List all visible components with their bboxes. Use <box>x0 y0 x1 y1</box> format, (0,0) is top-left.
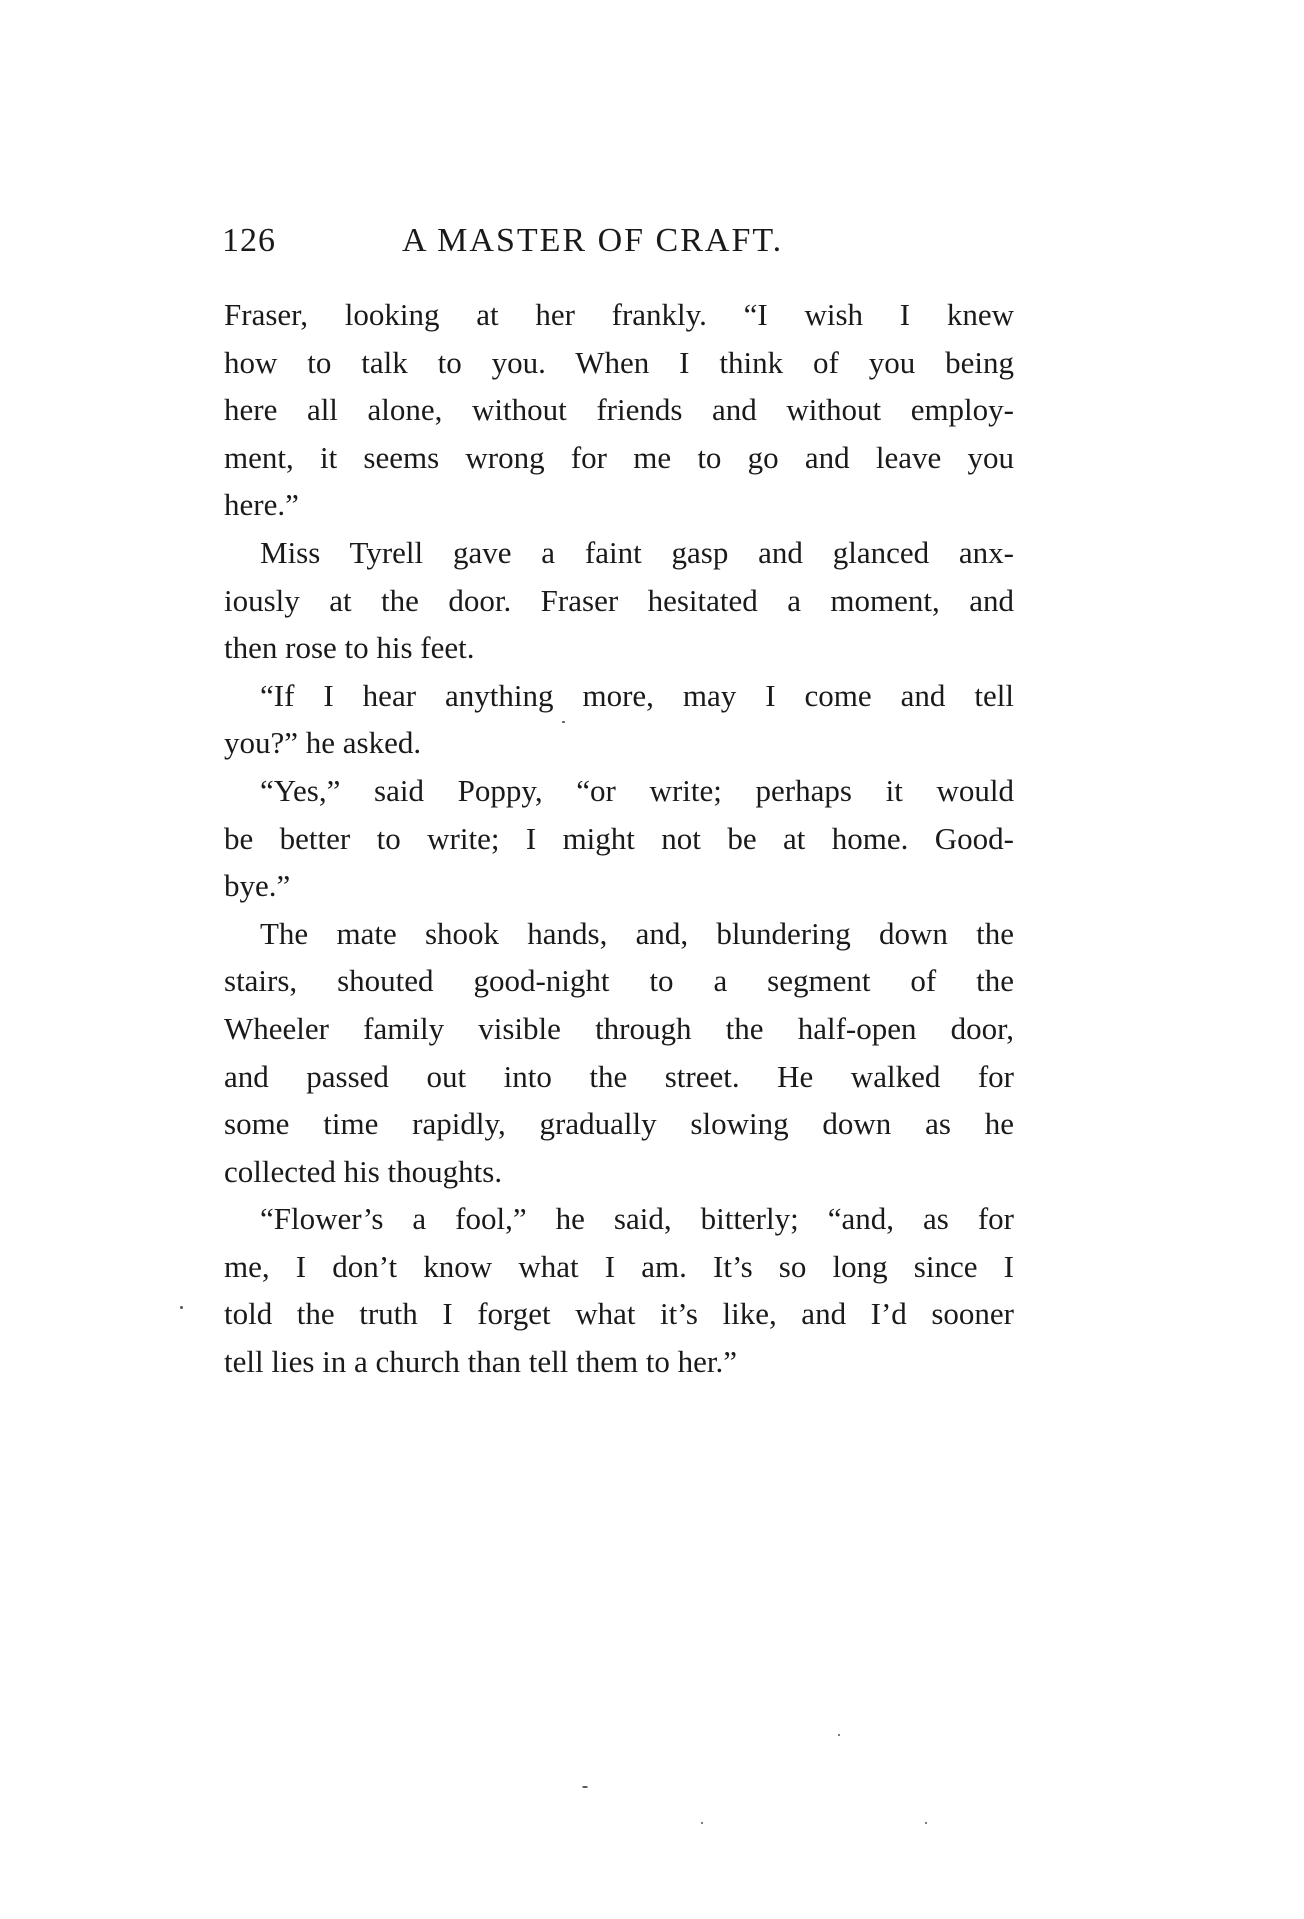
paragraph <box>224 529 1014 672</box>
text-line: Miss Tyrell gave a faint gasp and glanced anx- <box>260 534 1014 570</box>
paragraph <box>224 1195 1014 1385</box>
text-line: “Yes,” said Poppy, “or write; perhaps it would <box>260 772 1014 808</box>
paper-speck <box>562 721 565 723</box>
text-line: how to talk to you. When I think of you being <box>224 344 1014 380</box>
text-line: then rose to his feet. <box>224 630 475 666</box>
text-line: me, I don’t know what I am. It’s so long since I <box>224 1248 1014 1284</box>
text-line: ment, it seems wrong for me to go and leave you <box>224 439 1014 475</box>
paragraph <box>224 672 1014 767</box>
text-line: The mate shook hands, and, blundering down the <box>260 915 1014 951</box>
text-line: bye.” <box>224 868 291 904</box>
paragraph <box>224 910 1014 1196</box>
running-title: A MASTER OF CRAFT. <box>402 222 784 259</box>
paper-speck <box>838 1734 840 1736</box>
text-line: “If I hear anything more, may I come and tell <box>260 677 1014 713</box>
text-line: iously at the door. Fraser hesitated a moment, and <box>224 582 1014 618</box>
text-line: “Flower’s a fool,” he said, bitterly; “and, as for <box>260 1201 1014 1237</box>
text-line: here.” <box>224 487 299 523</box>
paper-speck <box>582 1786 588 1788</box>
paper-speck <box>180 1306 183 1309</box>
text-line: told the truth I forget what it’s like, and I’d sooner <box>224 1296 1014 1332</box>
text-line: tell lies in a church than tell them to her.” <box>224 1344 738 1380</box>
text-line: Wheeler family visible through the half-open door, <box>224 1010 1014 1046</box>
text-line: stairs, shouted good-night to a segment of the <box>224 963 1014 999</box>
paper-speck <box>925 1822 927 1824</box>
text-line: you?” he asked. <box>224 725 422 761</box>
paragraph <box>224 767 1014 910</box>
body-text <box>224 291 1014 1386</box>
page-number: 126 <box>222 222 276 259</box>
text-line: be better to write; I might not be at home. Good- <box>224 820 1014 856</box>
text-line: some time rapidly, gradually slowing down as he <box>224 1106 1014 1142</box>
paper-speck <box>701 1822 703 1824</box>
paragraph <box>224 291 1014 529</box>
text-line: and passed out into the street. He walked for <box>224 1058 1014 1094</box>
text-line: Fraser, looking at her frankly. “I wish I knew <box>224 297 1014 332</box>
page-header <box>222 222 1012 272</box>
text-line: collected his thoughts. <box>224 1153 503 1189</box>
text-line: here all alone, without friends and without employ- <box>224 392 1014 428</box>
